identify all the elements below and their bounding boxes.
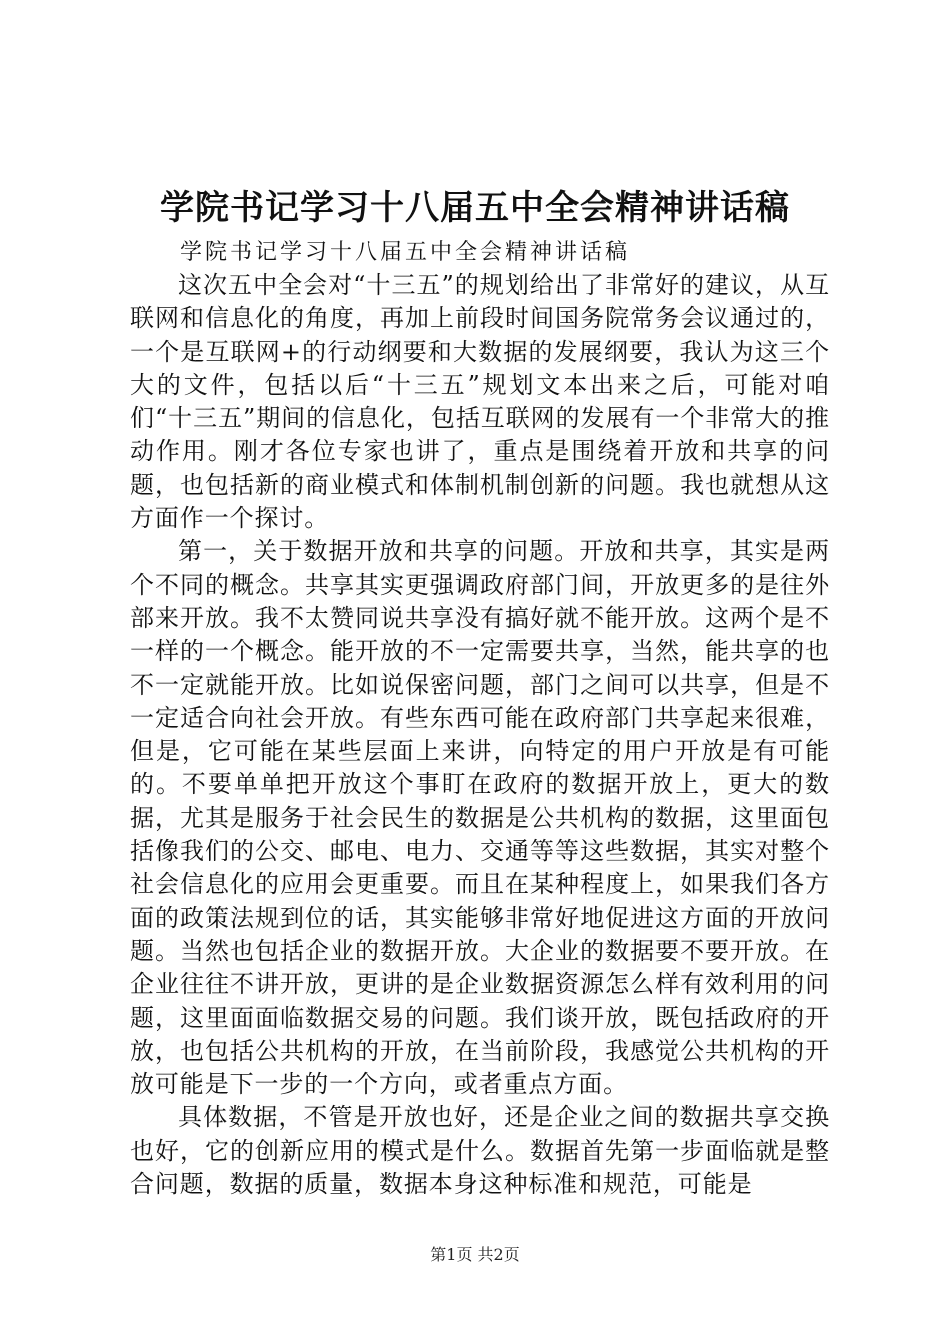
paragraph-1: 这次五中全会对“十三五”的规划给出了非常好的建议，从互联网和信息化的角度，再加上前段时间国务院常务会议通过的，一个是互联网+的行动纲要和大数据的发展纲要，我认为这三个大的文件，包括以后“十三五”规划文本出来之后，可能对咱们“十三五”期间的信息化，包括互联网的发展有一个非常大的推动作用。刚才各位专家也讲了，重点是围绕着开放和共享的问题，也包括新的商业模式和体制机制创新的问题。我也就想从这方面作一个探讨。 [130,271,830,533]
paragraph-3: 具体数据，不管是开放也好，还是企业之间的数据共享交换也好，它的创新应用的模式是什么。数据首先第一步面临就是整合问题，数据的质量，数据本身这种标准和规范，可能是 [130,1103,830,1199]
document-title: 学院书记学习十八届五中全会精神讲话稿 [160,188,790,228]
document-body [130,269,830,1201]
paragraph-2: 第一，关于数据开放和共享的问题。开放和共享，其实是两个不同的概念。共享其实更强调政府部门间，开放更多的是往外部来开放。我不太赞同说共享没有搞好就不能开放。这两个是不一样的一个概念。能开放的不一定需要共享，当然，能共享的也不一定就能开放。比如说保密问题，部门之间可以共享，但是不一定适合向社会开放。有些东西可能在政府部门共享起来很难，但是，它可能在某些层面上来讲，向特定的用户开放是有可能的。不要单单把开放这个事盯在政府的数据开放上，更大的数据，尤其是服务于社会民生的数据是公共机构的数据，这里面包括像我们的公交、邮电、电力、交通等等这些数据，其实对整个社会信息化的应用会更重要。而且在某种程度上，如果我们各方面的政策法规到位的话，其实能够非常好地促进这方面的开放问题。当然也包括企业的数据开放。大企业的数据要不要开放。在企业往往不讲开放，更讲的是企业数据资源怎么样有效利用的问题，这里面面临数据交易的问题。我们谈开放，既包括政府的开放，也包括公共机构的开放，在当前阶段，我感觉公共机构的开放可能是下一步的一个方向，或者重点方面。 [130,537,830,1099]
document-subtitle: 学院书记学习十八届五中全会精神讲话稿 [180,240,631,265]
page-number-footer: 第1页 共2页 [430,1245,520,1264]
